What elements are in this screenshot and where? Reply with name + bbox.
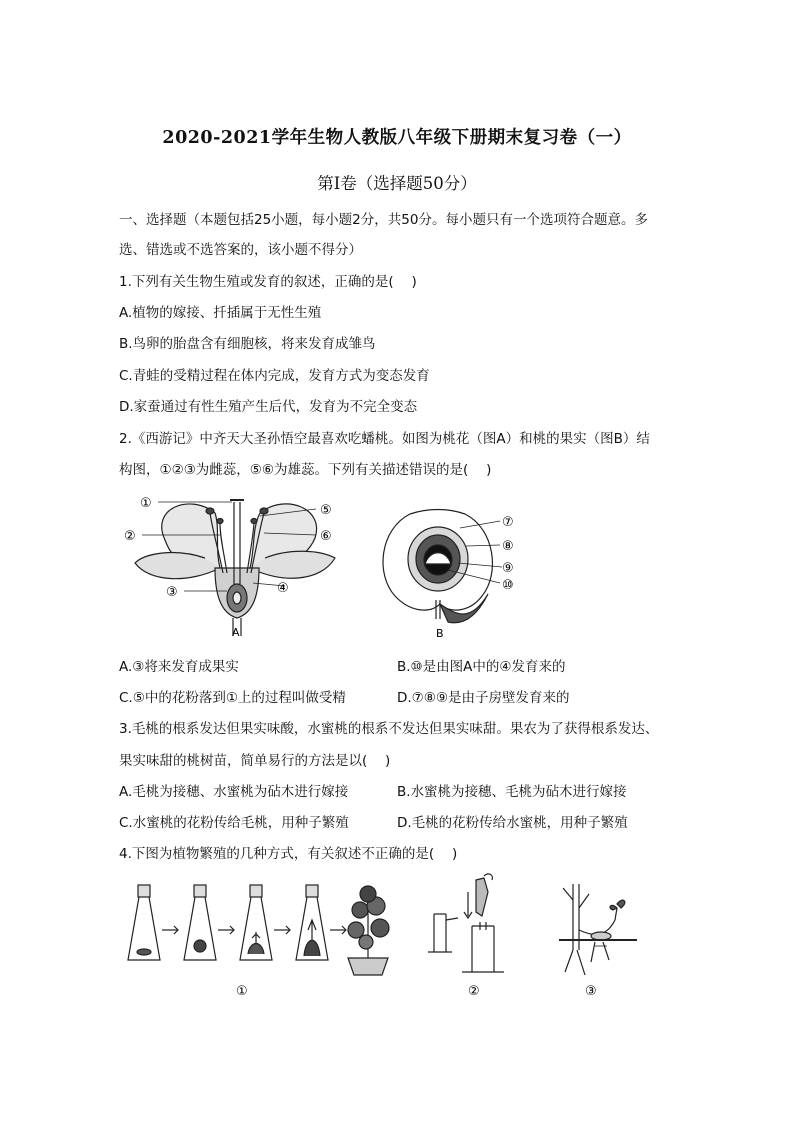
q4-fig-label-3: ③	[585, 984, 597, 999]
q3-stem-line2: 果实味甜的桃树苗，简单易行的方法是以( )	[119, 753, 391, 769]
q1-option-a: A.植物的嫁接、扦插属于无性生殖	[119, 305, 322, 321]
q1-option-d: D.家蚕通过有性生殖产生后代，发育为不完全变态	[119, 399, 418, 415]
q3-stem-line1: 3.毛桃的根系发达但果实味酸，水蜜桃的根系不发达但果实味甜。果农为了获得根系发达、	[119, 721, 659, 737]
section-instructions-line2: 选、错选或不选答案的，该小题不得分）	[119, 242, 362, 258]
grafting-figure	[420, 872, 530, 1002]
q4-fig-label-1: ①	[236, 984, 248, 999]
q2-option-b: B.⑩是由图A中的④发育来的	[397, 659, 566, 675]
q3-option-d: D.毛桃的花粉传给水蜜桃，用种子繁殖	[397, 815, 628, 831]
fig-a-label-1: ①	[140, 496, 152, 511]
q4-stem: 4.下图为植物繁殖的几种方式，有关叙述不正确的是( )	[119, 846, 458, 862]
fig-b-label-8: ⑧	[502, 539, 514, 554]
q2-stem-line2: 构图，①②③为雌蕊，⑤⑥为雄蕊。下列有关描述错误的是( )	[119, 462, 492, 478]
tissue-culture-figure	[120, 880, 398, 1002]
fig-a-label-5: ⑤	[320, 503, 332, 518]
fig-b-label-7: ⑦	[502, 515, 514, 530]
section-instructions-line1: 一、选择题（本题包括25小题，每小题2分，共50分。每小题只有一个选项符合题意。多	[119, 212, 648, 228]
q1-option-b: B.鸟卵的胎盘含有细胞核，将来发育成雏鸟	[119, 336, 376, 352]
document-title: 2020-2021学年生物人教版八年级下册期末复习卷（一）	[162, 128, 632, 148]
q3-option-c: C.水蜜桃的花粉传给毛桃，用种子繁殖	[119, 815, 349, 831]
q2-option-c: C.⑤中的花粉落到①上的过程叫做受精	[119, 690, 346, 706]
fig-a-caption: A	[232, 626, 240, 639]
q3-option-b: B.水蜜桃为接穗、毛桃为砧木进行嫁接	[397, 784, 627, 800]
peach-fruit-figure	[370, 504, 530, 642]
fig-a-label-2: ②	[124, 529, 136, 544]
q3-option-a: A.毛桃为接穗、水蜜桃为砧木进行嫁接	[119, 784, 349, 800]
section-subtitle: 第Ⅰ卷（选择题50分）	[317, 174, 477, 193]
q2-option-d: D.⑦⑧⑨是由子房壁发育来的	[397, 690, 570, 706]
q4-fig-label-2: ②	[468, 984, 480, 999]
fig-b-caption: B	[436, 627, 444, 640]
fig-a-label-3: ③	[166, 585, 178, 600]
fig-b-label-9: ⑨	[502, 561, 514, 576]
q2-stem-line1: 2.《西游记》中齐天大圣孙悟空最喜欢吃蟠桃。如图为桃花（图A）和桃的果实（图B）结	[119, 431, 650, 447]
peach-flower-figure	[120, 488, 348, 640]
q1-option-c: C.青蛙的受精过程在体内完成，发育方式为变态发育	[119, 368, 430, 384]
fig-a-label-6: ⑥	[320, 529, 332, 544]
q1-stem: 1.下列有关生物生殖或发育的叙述，正确的是( )	[119, 274, 417, 290]
q2-option-a: A.③将来发育成果实	[119, 659, 239, 675]
fig-a-label-4: ④	[277, 581, 289, 596]
layering-figure	[555, 880, 655, 1002]
fig-b-label-10: ⑩	[502, 578, 514, 593]
